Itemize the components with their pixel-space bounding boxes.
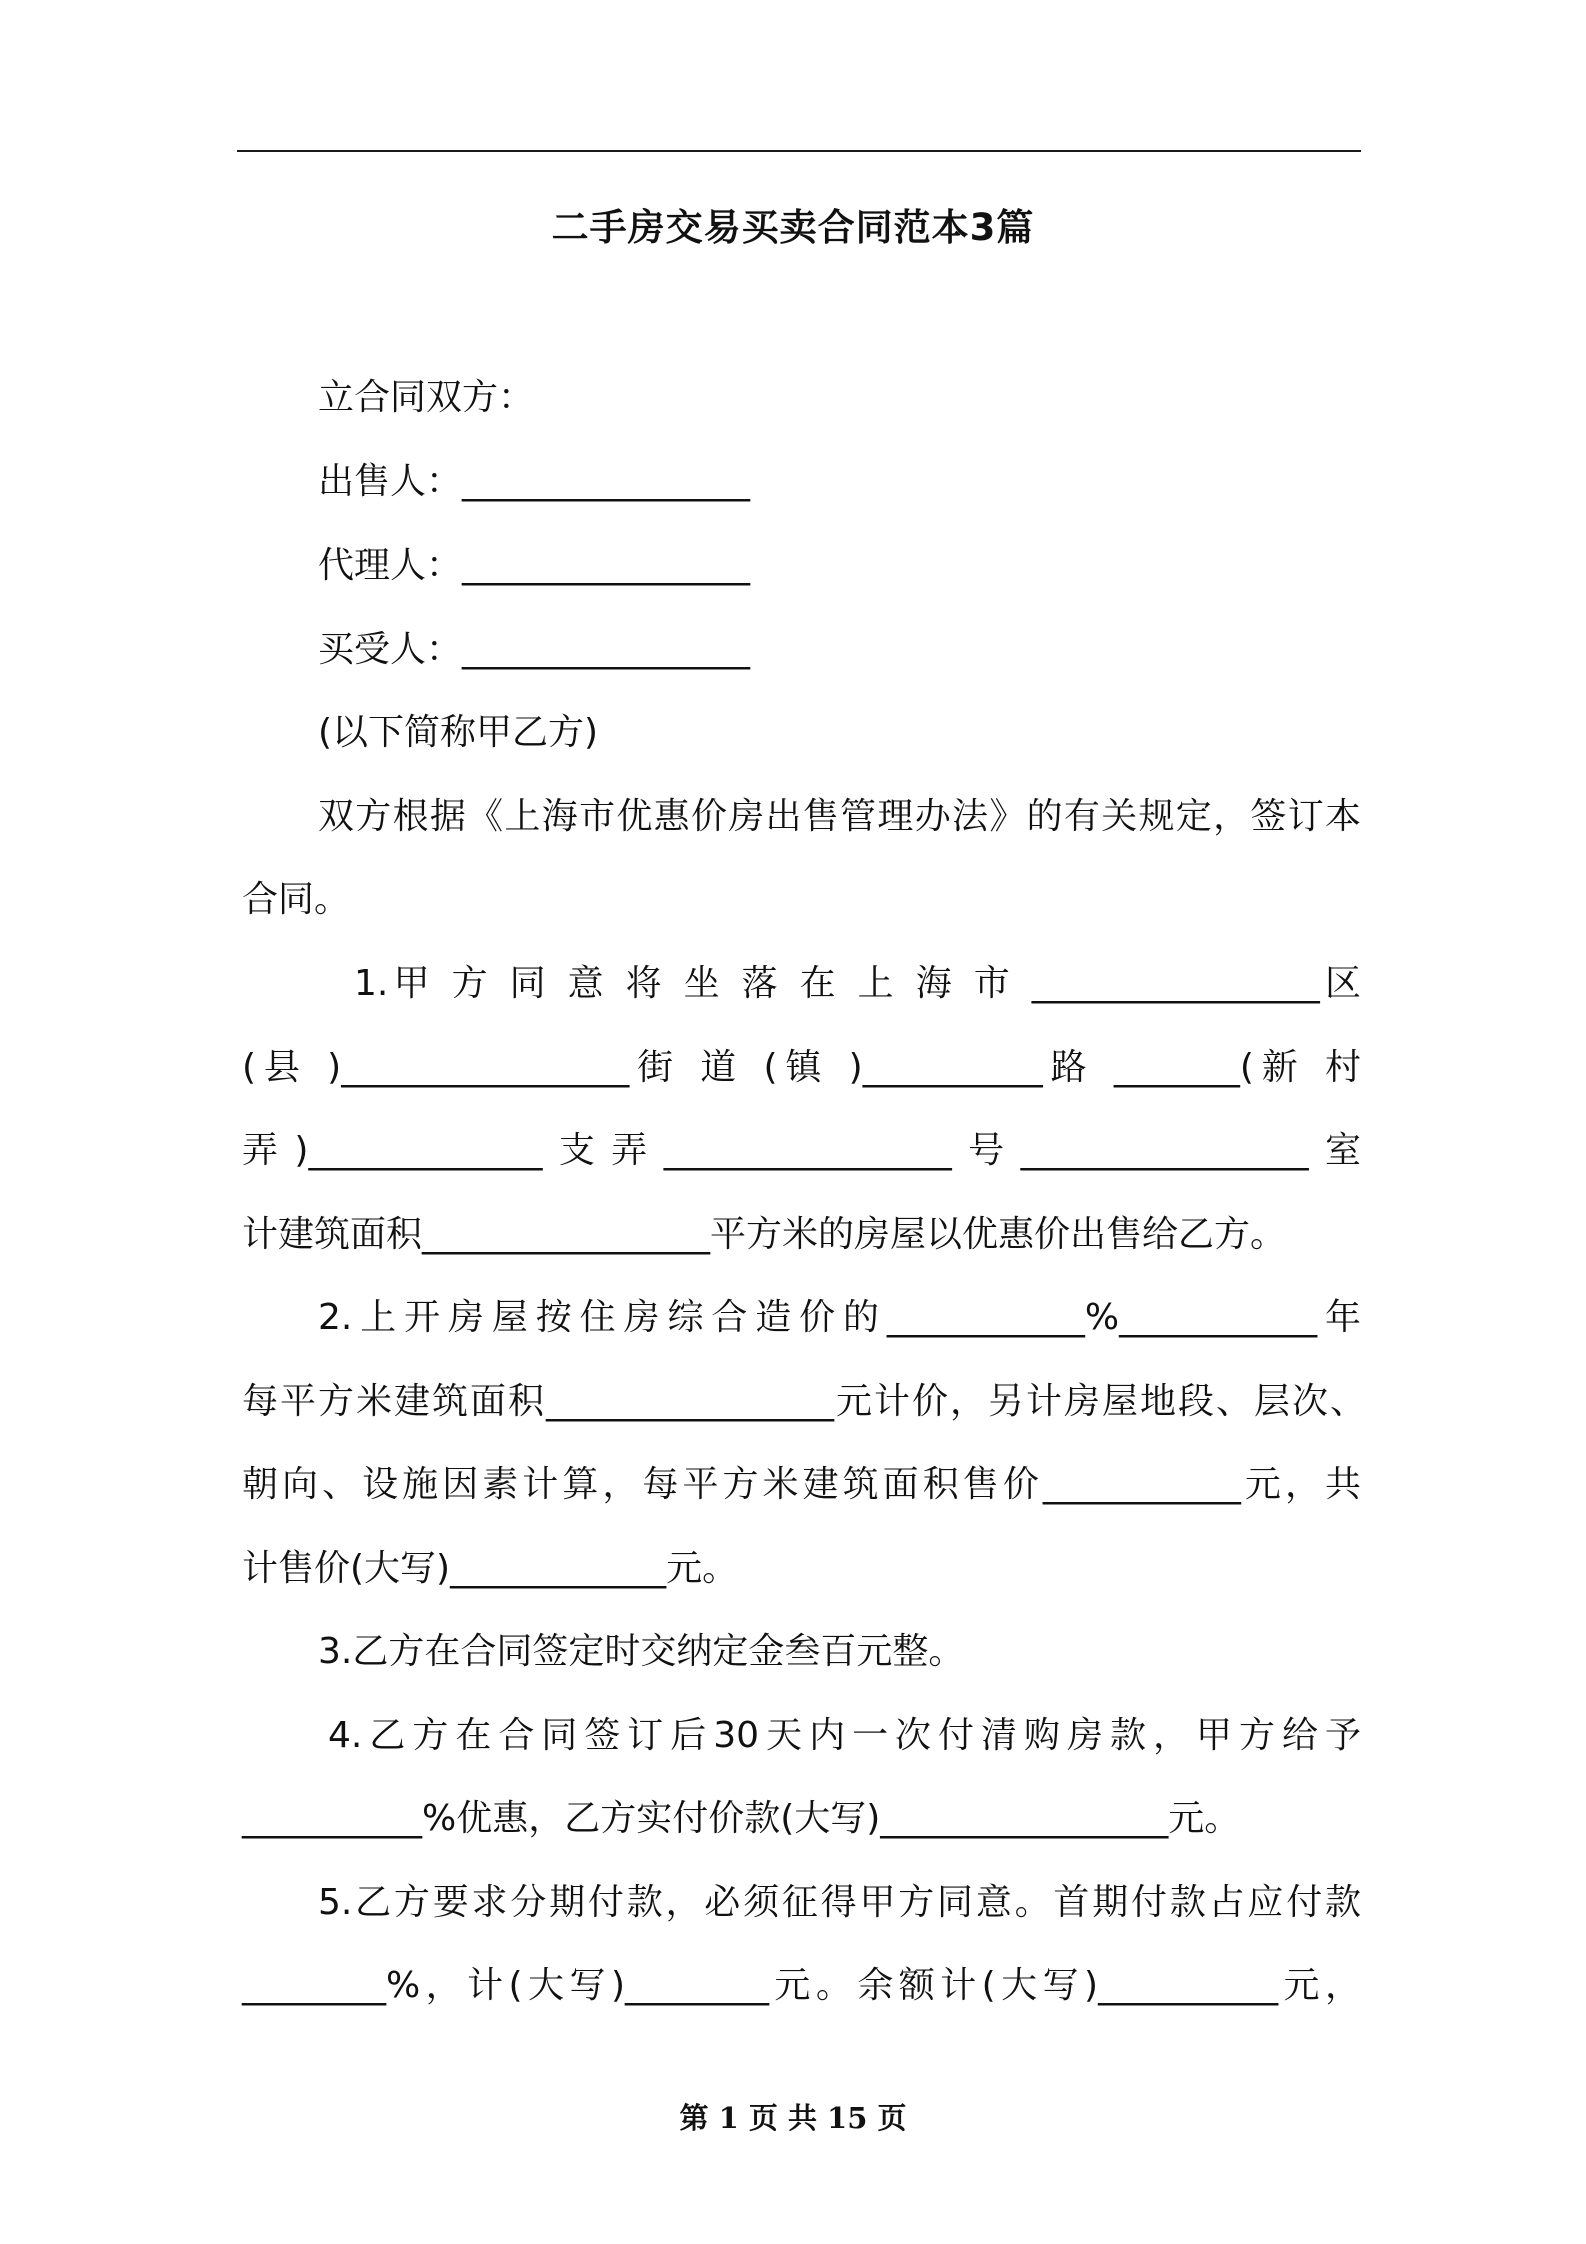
clause-5-line-2: ________%，计(大写)________元。余额计(大写)__________元，	[242, 1965, 1361, 2006]
clause-1-line-2: (县 )________________街 道 (镇 )__________路 _______(新 村	[242, 1047, 1361, 1088]
clause-4-line-1: 4.乙方在合同签订后30天内一次付清购房款，甲方给予	[328, 1715, 1361, 1756]
clause-1-line-1: 1.甲 方 同 意 将 坐 落 在 上 海 市 ________________区	[354, 963, 1361, 1004]
clause-5-line-1: 5.乙方要求分期付款，必须征得甲方同意。首期付款占应付款	[318, 1882, 1361, 1923]
clause-1-line-4: 计建筑面积________________平方米的房屋以优惠价出售给乙方。	[242, 1214, 1287, 1255]
clause-3: 3.乙方在合同签定时交纳定金叁百元整。	[318, 1631, 965, 1672]
header-rule	[237, 150, 1361, 152]
clause-2-line-4: 计售价(大写)____________元。	[242, 1548, 739, 1589]
clause-2-line-1: 2.上开房屋按住房综合造价的___________%___________年	[318, 1297, 1361, 1338]
abbreviation-note: (以下简称甲乙方)	[318, 712, 599, 753]
clause-1-line-3: 弄)_____________支弄________________号________________室	[242, 1130, 1361, 1171]
page-number: 第 1 页 共 15 页	[679, 2101, 907, 2135]
preamble-line-2: 合同。	[242, 879, 351, 920]
parties-heading: 立合同双方：	[318, 377, 535, 418]
clause-2-line-3: 朝向、设施因素计算，每平方米建筑面积售价___________元，共	[242, 1464, 1361, 1505]
buyer-line: 买受人：________________	[318, 629, 751, 670]
clause-2-line-2: 每平方米建筑面积________________元计价，另计房屋地段、层次、	[242, 1381, 1366, 1422]
seller-line: 出售人：________________	[318, 461, 751, 502]
agent-line: 代理人：________________	[318, 545, 751, 586]
preamble-line-1: 双方根据《上海市优惠价房出售管理办法》的有关规定，签订本	[318, 796, 1361, 837]
clause-4-line-2: __________%优惠，乙方实付价款(大写)________________元。	[242, 1798, 1241, 1839]
document-title: 二手房交易买卖合同范本3篇	[551, 206, 1035, 249]
